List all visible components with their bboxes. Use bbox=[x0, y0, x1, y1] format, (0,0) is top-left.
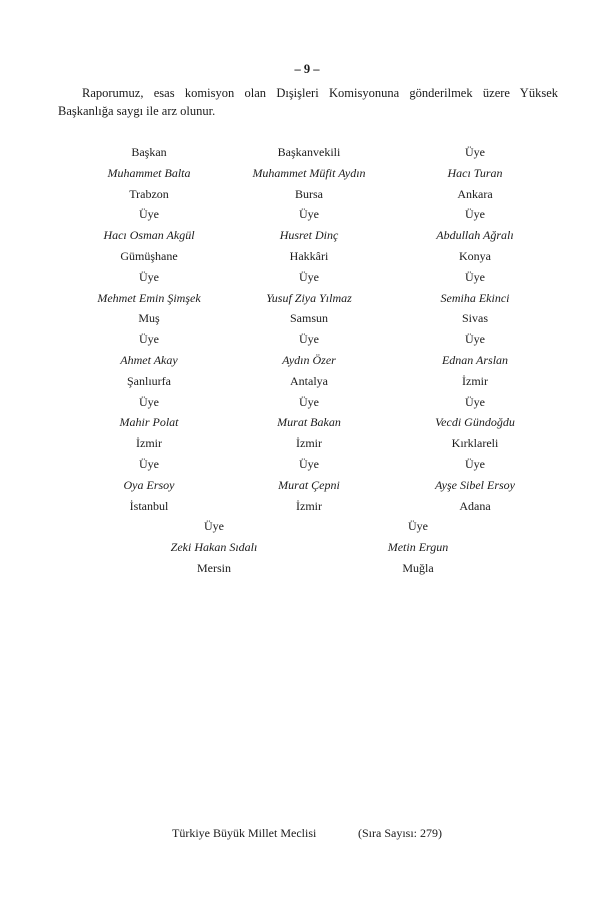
signature-role: Üye bbox=[465, 269, 485, 284]
signature-name-row bbox=[0, 412, 614, 433]
signature-role: Üye bbox=[299, 269, 319, 284]
signature-place-row bbox=[0, 558, 614, 579]
signature-role: Üye bbox=[465, 332, 485, 347]
signature-name-row bbox=[0, 163, 614, 184]
signature-name-row bbox=[0, 350, 614, 371]
signature-name-row bbox=[0, 537, 614, 558]
signature-place: Adana bbox=[459, 498, 491, 513]
signature-name: Vecdi Gündoğdu bbox=[435, 415, 515, 430]
signature-name: Muhammet Balta bbox=[107, 165, 191, 180]
signature-place: İzmir bbox=[462, 373, 488, 388]
signature-place: Kırklareli bbox=[451, 436, 499, 451]
signature-name: Mehmet Emin Şimşek bbox=[97, 290, 201, 305]
signature-role: Üye bbox=[139, 269, 159, 284]
signature-name-row bbox=[0, 288, 614, 309]
signature-name: Oya Ersoy bbox=[123, 477, 175, 492]
signature-role: Başkan bbox=[131, 145, 167, 159]
signature-name: Husret Dinç bbox=[279, 228, 339, 243]
signature-role-row bbox=[0, 204, 614, 225]
signature-place: İzmir bbox=[296, 498, 322, 513]
signature-place: Antalya bbox=[290, 373, 328, 388]
signature-name-row bbox=[0, 475, 614, 496]
signature-name: Abdullah Ağralı bbox=[436, 228, 514, 243]
signature-role: Üye bbox=[465, 207, 485, 222]
signature-place-row bbox=[0, 371, 614, 392]
page-number: – 9 – bbox=[294, 62, 320, 76]
signature-place: İzmir bbox=[136, 436, 162, 451]
signature-place-row bbox=[0, 433, 614, 454]
signature-role: Üye bbox=[139, 456, 159, 471]
signature-name: Hacı Osman Akgül bbox=[103, 228, 195, 243]
signature-role-row bbox=[0, 329, 614, 350]
signature-place: Hakkâri bbox=[289, 248, 329, 263]
signature-role-row bbox=[0, 392, 614, 413]
signature-name: Mahir Polat bbox=[119, 415, 179, 430]
signature-role-row bbox=[0, 267, 614, 288]
signature-name: Yusuf Ziya Yılmaz bbox=[266, 290, 352, 305]
signature-place: Trabzon bbox=[129, 186, 169, 201]
signature-place: Muğla bbox=[402, 560, 434, 575]
signature-place: Sivas bbox=[461, 311, 488, 326]
signature-role: Üye bbox=[465, 394, 485, 409]
signature-place: İzmir bbox=[296, 436, 322, 451]
signature-role: Üye bbox=[465, 145, 485, 159]
signature-role: Üye bbox=[204, 519, 224, 534]
signature-place: Konya bbox=[459, 248, 491, 263]
signature-role: Üye bbox=[465, 456, 485, 471]
signature-place-row bbox=[0, 246, 614, 267]
signature-name: Hacı Turan bbox=[447, 165, 503, 180]
signature-place: İstanbul bbox=[129, 498, 169, 513]
signature-name: Ayşe Sibel Ersoy bbox=[435, 477, 515, 492]
signature-role: Üye bbox=[139, 207, 159, 222]
signature-name: Murat Bakan bbox=[277, 415, 341, 430]
signature-role-row bbox=[0, 454, 614, 475]
signature-name-row bbox=[0, 225, 614, 246]
signature-place: Muş bbox=[138, 311, 160, 326]
signature-name: Semiha Ekinci bbox=[440, 290, 510, 305]
signature-place: Samsun bbox=[289, 311, 328, 326]
signature-role: Üye bbox=[299, 207, 319, 222]
signature-role: Üye bbox=[299, 456, 319, 471]
intro-paragraph bbox=[58, 84, 558, 120]
signature-name: Ednan Arslan bbox=[441, 352, 509, 367]
signature-place-row bbox=[0, 184, 614, 205]
footer-institution: Türkiye Büyük Millet Meclisi bbox=[172, 826, 317, 840]
signature-role-row bbox=[0, 516, 614, 537]
signature-place: Bursa bbox=[295, 186, 323, 201]
signature-name: Muhammet Müfit Aydın bbox=[252, 165, 366, 180]
signature-block bbox=[0, 142, 614, 579]
signature-place: Şanlıurfa bbox=[127, 373, 171, 388]
signature-role: Üye bbox=[299, 394, 319, 409]
signature-role: Üye bbox=[408, 519, 428, 534]
signature-role-row bbox=[0, 142, 614, 163]
signature-place-row bbox=[0, 496, 614, 517]
signature-name: Ahmet Akay bbox=[120, 352, 178, 367]
signature-role: Üye bbox=[139, 394, 159, 409]
signature-name: Zeki Hakan Sıdalı bbox=[170, 540, 258, 555]
signature-place: Gümüşhane bbox=[120, 248, 178, 263]
signature-place-row bbox=[0, 308, 614, 329]
signature-name: Metin Ergun bbox=[387, 540, 449, 555]
signature-place: Mersin bbox=[197, 560, 231, 575]
footer-serial-number: (Sıra Sayısı: 279) bbox=[358, 826, 442, 840]
signature-name: Murat Çepni bbox=[278, 477, 340, 492]
signature-role: Üye bbox=[299, 332, 319, 347]
signature-place: Ankara bbox=[457, 186, 493, 201]
signature-name: Aydın Özer bbox=[282, 352, 336, 367]
signature-role: Üye bbox=[139, 332, 159, 347]
intro-text: Raporumuz, esas komisyon olan Dışişleri Komisyonuna gönderilmek üzere Yüksek Başkanlığa saygı ile arz olunur. bbox=[58, 86, 558, 118]
signature-role: Başkanvekili bbox=[277, 145, 341, 159]
